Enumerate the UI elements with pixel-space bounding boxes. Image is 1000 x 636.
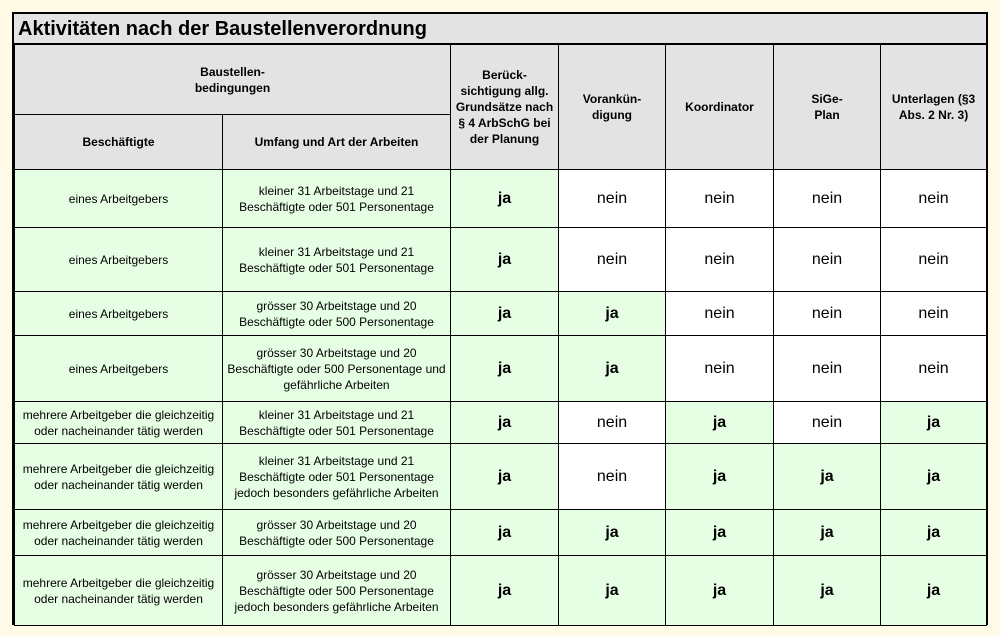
header-vorankuendigung-label: Vorankün- digung	[582, 92, 642, 122]
table-row	[15, 292, 987, 336]
cell-grundsaetze: ja	[451, 402, 559, 444]
table-row	[15, 170, 987, 228]
header-koordinator-label: Koordinator	[685, 100, 754, 114]
cell-sige-plan: nein	[774, 402, 881, 444]
header-sige-plan	[774, 45, 881, 170]
header-koordinator	[666, 45, 774, 170]
cell-beschaeftigte: eines Arbeitgebers	[15, 292, 223, 336]
table-frame	[12, 12, 988, 625]
header-row-top	[15, 45, 987, 115]
cell-beschaeftigte: mehrere Arbeitgeber die gleichzeitig oder nacheinander tätig werden	[15, 402, 223, 444]
cell-koordinator: nein	[666, 228, 774, 292]
header-beschaeftigte: Beschäftigte	[15, 115, 223, 170]
cell-sige-plan: ja	[774, 556, 881, 626]
cell-umfang: kleiner 31 Arbeitstage und 21 Beschäftigte oder 501 Personentage	[223, 170, 451, 228]
header-unterlagen-label: Unterlagen (§3 Abs. 2 Nr. 3)	[891, 92, 976, 122]
table-row	[15, 556, 987, 626]
cell-vorankuendigung: ja	[559, 292, 666, 336]
header-grundsaetze-label: Berück- sichtigung allg. Grundsätze nach § 4 ArbSchG bei der Planung	[455, 68, 554, 146]
table-row	[15, 510, 987, 556]
cell-grundsaetze: ja	[451, 228, 559, 292]
cell-unterlagen: nein	[881, 336, 987, 402]
cell-beschaeftigte: mehrere Arbeitgeber die gleichzeitig oder nacheinander tätig werden	[15, 556, 223, 626]
cell-vorankuendigung: nein	[559, 228, 666, 292]
cell-koordinator: ja	[666, 444, 774, 510]
cell-sige-plan: nein	[774, 228, 881, 292]
cell-koordinator: nein	[666, 292, 774, 336]
cell-koordinator: ja	[666, 556, 774, 626]
header-unterlagen	[881, 45, 987, 170]
cell-vorankuendigung: nein	[559, 402, 666, 444]
cell-beschaeftigte: mehrere Arbeitgeber die gleichzeitig oder nacheinander tätig werden	[15, 444, 223, 510]
header-group-label: Baustellen- bedingungen	[194, 64, 271, 95]
cell-umfang: kleiner 31 Arbeitstage und 21 Beschäftigte oder 501 Personentage	[223, 228, 451, 292]
cell-vorankuendigung: ja	[559, 556, 666, 626]
header-baustellenbedingungen	[15, 45, 451, 115]
cell-beschaeftigte: eines Arbeitgebers	[15, 228, 223, 292]
cell-umfang: grösser 30 Arbeitstage und 20 Beschäftigte oder 500 Personentage und gefährliche Arbeiten	[223, 336, 451, 402]
cell-vorankuendigung: nein	[559, 444, 666, 510]
header-grundsaetze	[451, 45, 559, 170]
cell-sige-plan: ja	[774, 444, 881, 510]
cell-unterlagen: nein	[881, 292, 987, 336]
cell-koordinator: nein	[666, 170, 774, 228]
table-row	[15, 444, 987, 510]
cell-vorankuendigung: ja	[559, 336, 666, 402]
cell-unterlagen: ja	[881, 510, 987, 556]
cell-beschaeftigte: eines Arbeitgebers	[15, 336, 223, 402]
cell-beschaeftigte: mehrere Arbeitgeber die gleichzeitig oder nacheinander tätig werden	[15, 510, 223, 556]
cell-grundsaetze: ja	[451, 170, 559, 228]
cell-grundsaetze: ja	[451, 556, 559, 626]
cell-grundsaetze: ja	[451, 336, 559, 402]
table-row	[15, 336, 987, 402]
header-sige-label: SiGe- Plan	[811, 92, 843, 122]
cell-unterlagen: nein	[881, 170, 987, 228]
cell-sige-plan: ja	[774, 510, 881, 556]
table-row	[15, 228, 987, 292]
header-umfang: Umfang und Art der Arbeiten	[223, 115, 451, 170]
cell-koordinator: nein	[666, 336, 774, 402]
cell-sige-plan: nein	[774, 170, 881, 228]
table-row	[15, 402, 987, 444]
cell-koordinator: ja	[666, 510, 774, 556]
cell-umfang: grösser 30 Arbeitstage und 20 Beschäftigte oder 500 Personentage jedoch besonders gefährliche Arbeiten	[223, 556, 451, 626]
cell-koordinator: ja	[666, 402, 774, 444]
cell-unterlagen: nein	[881, 228, 987, 292]
activities-table	[14, 44, 987, 626]
cell-umfang: kleiner 31 Arbeitstage und 21 Beschäftigte oder 501 Personentage jedoch besonders gefährliche Arbeiten	[223, 444, 451, 510]
cell-grundsaetze: ja	[451, 292, 559, 336]
cell-sige-plan: nein	[774, 336, 881, 402]
cell-unterlagen: ja	[881, 556, 987, 626]
cell-umfang: grösser 30 Arbeitstage und 20 Beschäftigte oder 500 Personentage	[223, 510, 451, 556]
cell-beschaeftigte: eines Arbeitgebers	[15, 170, 223, 228]
cell-unterlagen: ja	[881, 444, 987, 510]
cell-umfang: kleiner 31 Arbeitstage und 21 Beschäftigte oder 501 Personentage	[223, 402, 451, 444]
cell-vorankuendigung: nein	[559, 170, 666, 228]
cell-grundsaetze: ja	[451, 510, 559, 556]
cell-sige-plan: nein	[774, 292, 881, 336]
cell-vorankuendigung: ja	[559, 510, 666, 556]
cell-umfang: grösser 30 Arbeitstage und 20 Beschäftigte oder 500 Personentage	[223, 292, 451, 336]
header-vorankuendigung	[559, 45, 666, 170]
cell-unterlagen: ja	[881, 402, 987, 444]
page-title: Aktivitäten nach der Baustellenverordnung	[14, 14, 986, 44]
cell-grundsaetze: ja	[451, 444, 559, 510]
